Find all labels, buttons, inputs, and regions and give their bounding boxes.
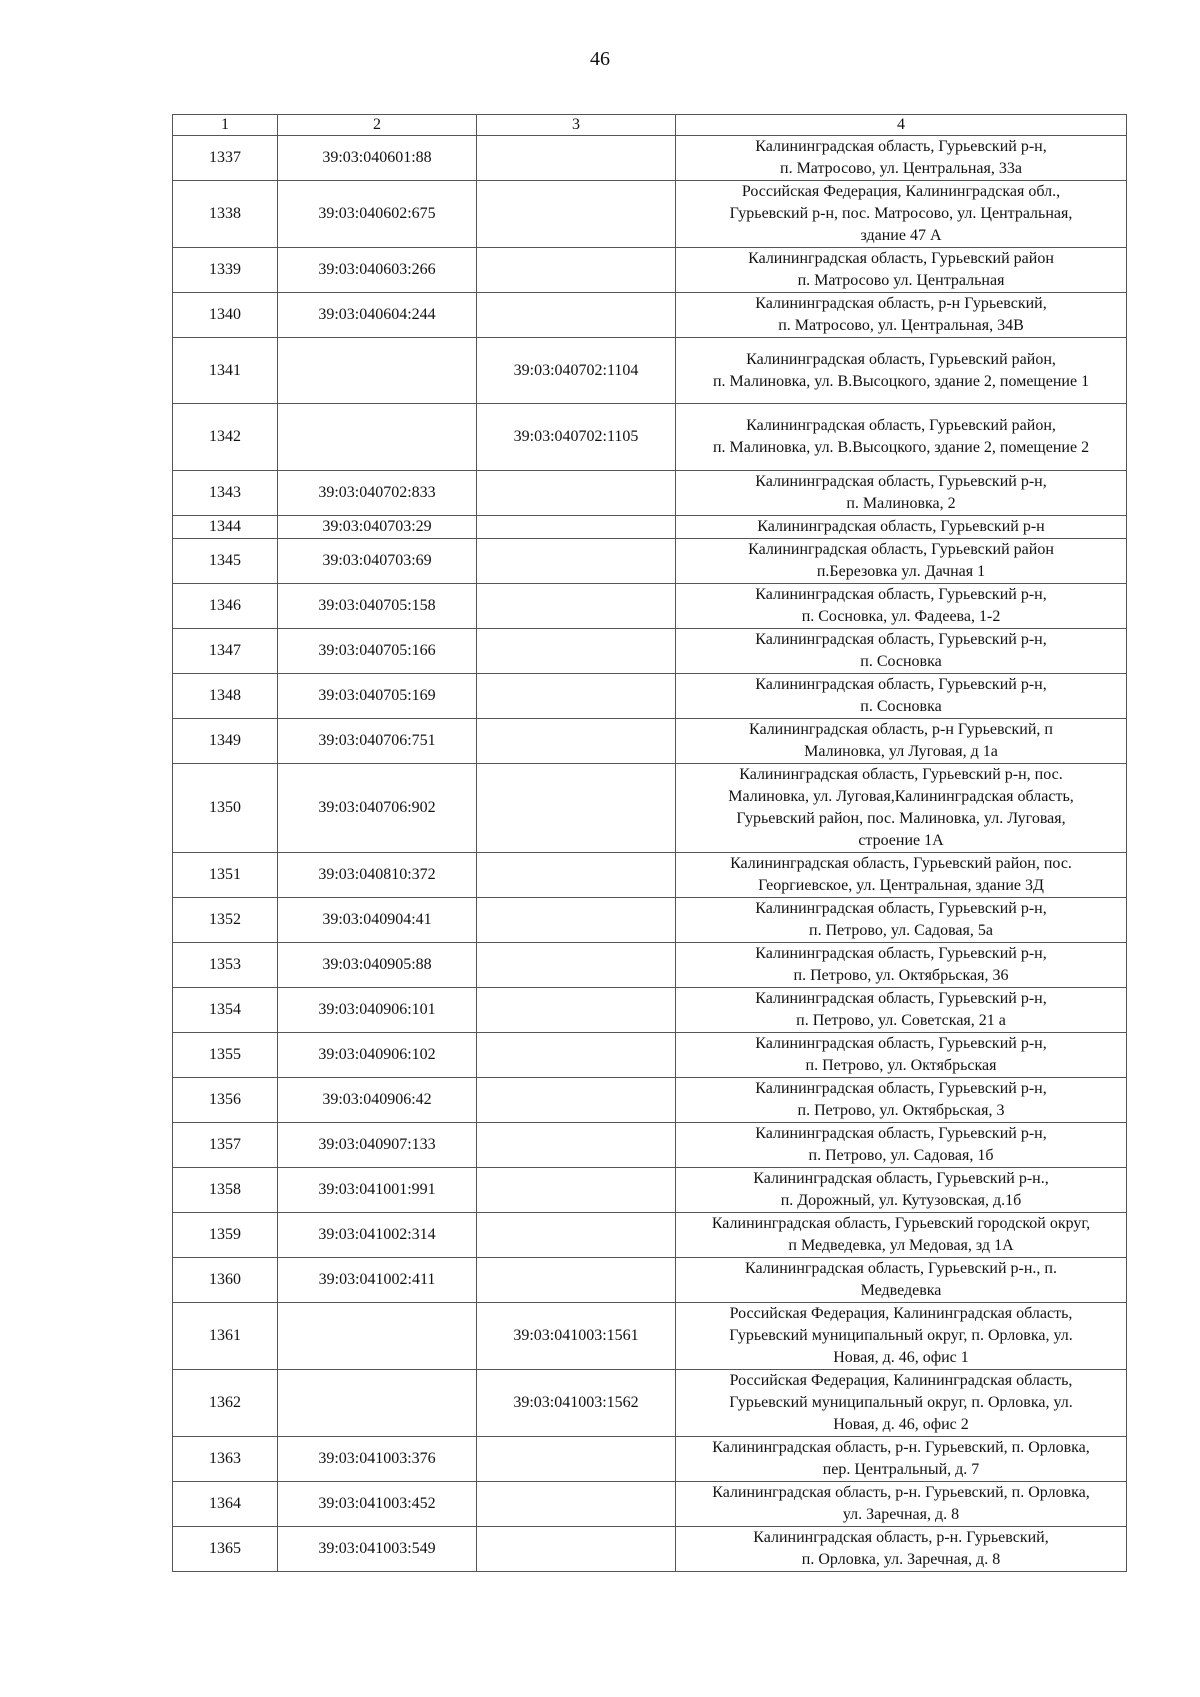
room-cadastral-number-cell (477, 764, 676, 853)
table-row (173, 629, 1127, 674)
address-cell: Калининградская область, Гурьевский район п. Матросово ул. Центральная (676, 248, 1127, 293)
cadastral-number-cell: 39:03:041003:452 (278, 1482, 477, 1527)
address-cell: Калининградская область, Гурьевский р-н, п. Малиновка, 2 (676, 471, 1127, 516)
cadastral-number-cell: 39:03:040706:902 (278, 764, 477, 853)
table-row (173, 898, 1127, 943)
address-cell: Калининградская область, Гурьевский р-н, пос. Малиновка, ул. Луговая,Калининградская область, Гурьевский район, пос. Малиновка, ул. Луговая, строение 1А (676, 764, 1127, 853)
room-cadastral-number-cell (477, 248, 676, 293)
address-cell: Калининградская область, Гурьевский р-н, п. Петрово, ул. Октябрьская, 36 (676, 943, 1127, 988)
row-number-cell: 1337 (173, 136, 278, 181)
cadastral-number-cell: 39:03:040602:675 (278, 181, 477, 248)
address-cell: Калининградская область, р-н. Гурьевский, п. Орловка, пер. Центральный, д. 7 (676, 1437, 1127, 1482)
cadastral-number-cell (278, 1370, 477, 1437)
row-number-cell: 1352 (173, 898, 278, 943)
row-number-cell: 1348 (173, 674, 278, 719)
page-number: 46 (590, 48, 610, 70)
table-row (173, 404, 1127, 471)
room-cadastral-number-cell (477, 943, 676, 988)
room-cadastral-number-cell (477, 136, 676, 181)
table-row (173, 719, 1127, 764)
address-cell: Калининградская область, Гурьевский р-н, п. Матросово, ул. Центральная, 33а (676, 136, 1127, 181)
table-row (173, 1482, 1127, 1527)
header-col-1: 1 (173, 115, 278, 136)
cadastral-number-cell: 39:03:041002:314 (278, 1213, 477, 1258)
row-number-cell: 1341 (173, 338, 278, 404)
address-cell: Калининградская область, Гурьевский р-н, п. Петрово, ул. Советская, 21 а (676, 988, 1127, 1033)
room-cadastral-number-cell (477, 1258, 676, 1303)
room-cadastral-number-cell (477, 853, 676, 898)
header-row (173, 115, 1127, 136)
row-number-cell: 1349 (173, 719, 278, 764)
room-cadastral-number-cell (477, 629, 676, 674)
row-number-cell: 1365 (173, 1527, 278, 1572)
room-cadastral-number-cell (477, 471, 676, 516)
room-cadastral-number-cell (477, 516, 676, 539)
table-row (173, 1033, 1127, 1078)
table-row (173, 584, 1127, 629)
table-row (173, 181, 1127, 248)
row-number-cell: 1363 (173, 1437, 278, 1482)
row-number-cell: 1350 (173, 764, 278, 853)
address-cell: Калининградская область, Гурьевский район, п. Малиновка, ул. В.Высоцкого, здание 2, помещение 2 (676, 404, 1127, 471)
row-number-cell: 1340 (173, 293, 278, 338)
room-cadastral-number-cell: 39:03:040702:1105 (477, 404, 676, 471)
table-row (173, 943, 1127, 988)
table-row (173, 539, 1127, 584)
table-row (173, 853, 1127, 898)
table-row (173, 1213, 1127, 1258)
cadastral-number-cell: 39:03:040703:29 (278, 516, 477, 539)
table-row (173, 471, 1127, 516)
room-cadastral-number-cell (477, 674, 676, 719)
cadastral-number-cell: 39:03:040604:244 (278, 293, 477, 338)
room-cadastral-number-cell (477, 1437, 676, 1482)
address-cell: Калининградская область, Гурьевский городской округ, п Медведевка, ул Медовая, зд 1А (676, 1213, 1127, 1258)
cadastral-number-cell: 39:03:040906:102 (278, 1033, 477, 1078)
room-cadastral-number-cell (477, 719, 676, 764)
address-cell: Российская Федерация, Калининградская обл., Гурьевский р-н, пос. Матросово, ул. Центральная, здание 47 А (676, 181, 1127, 248)
row-number-cell: 1354 (173, 988, 278, 1033)
room-cadastral-number-cell (477, 1168, 676, 1213)
address-cell: Калининградская область, Гурьевский район, пос. Георгиевское, ул. Центральная, здание 3Д (676, 853, 1127, 898)
room-cadastral-number-cell (477, 988, 676, 1033)
row-number-cell: 1357 (173, 1123, 278, 1168)
cadastral-number-cell: 39:03:041003:376 (278, 1437, 477, 1482)
row-number-cell: 1338 (173, 181, 278, 248)
row-number-cell: 1351 (173, 853, 278, 898)
address-cell: Калининградская область, р-н Гурьевский, п. Матросово, ул. Центральная, 34В (676, 293, 1127, 338)
row-number-cell: 1339 (173, 248, 278, 293)
address-cell: Калининградская область, Гурьевский район, п. Малиновка, ул. В.Высоцкого, здание 2, помещение 1 (676, 338, 1127, 404)
room-cadastral-number-cell (477, 1213, 676, 1258)
address-cell: Калининградская область, Гурьевский р-н, п. Петрово, ул. Октябрьская (676, 1033, 1127, 1078)
room-cadastral-number-cell (477, 1078, 676, 1123)
cadastral-number-cell: 39:03:040705:158 (278, 584, 477, 629)
row-number-cell: 1362 (173, 1370, 278, 1437)
row-number-cell: 1342 (173, 404, 278, 471)
cadastral-number-cell (278, 1303, 477, 1370)
room-cadastral-number-cell (477, 898, 676, 943)
row-number-cell: 1344 (173, 516, 278, 539)
cadastral-number-cell: 39:03:040904:41 (278, 898, 477, 943)
address-cell: Калининградская область, Гурьевский р-н, п. Петрово, ул. Садовая, 1б (676, 1123, 1127, 1168)
cadastral-number-cell: 39:03:040603:266 (278, 248, 477, 293)
address-cell: Калининградская область, Гурьевский район п.Березовка ул. Дачная 1 (676, 539, 1127, 584)
row-number-cell: 1359 (173, 1213, 278, 1258)
register-table (172, 114, 1127, 1572)
row-number-cell: 1364 (173, 1482, 278, 1527)
cadastral-number-cell: 39:03:041001:991 (278, 1168, 477, 1213)
cadastral-number-cell: 39:03:040705:169 (278, 674, 477, 719)
cadastral-number-cell (278, 338, 477, 404)
address-cell: Калининградская область, р-н. Гурьевский, п. Орловка, ул. Заречная, д. 8 (676, 1527, 1127, 1572)
room-cadastral-number-cell (477, 181, 676, 248)
row-number-cell: 1356 (173, 1078, 278, 1123)
row-number-cell: 1355 (173, 1033, 278, 1078)
table-row (173, 293, 1127, 338)
table-row (173, 248, 1127, 293)
table-row (173, 136, 1127, 181)
cadastral-number-cell: 39:03:040906:101 (278, 988, 477, 1033)
row-number-cell: 1358 (173, 1168, 278, 1213)
row-number-cell: 1345 (173, 539, 278, 584)
cadastral-number-cell: 39:03:041003:549 (278, 1527, 477, 1572)
table-row (173, 516, 1127, 539)
room-cadastral-number-cell (477, 1123, 676, 1168)
address-cell: Калининградская область, р-н Гурьевский, п Малиновка, ул Луговая, д 1а (676, 719, 1127, 764)
room-cadastral-number-cell (477, 1527, 676, 1572)
cadastral-number-cell: 39:03:040703:69 (278, 539, 477, 584)
address-cell: Калининградская область, Гурьевский р-н, п. Сосновка, ул. Фадеева, 1-2 (676, 584, 1127, 629)
room-cadastral-number-cell (477, 1033, 676, 1078)
address-cell: Калининградская область, Гурьевский р-н, п. Петрово, ул. Садовая, 5а (676, 898, 1127, 943)
table-row (173, 338, 1127, 404)
table-row (173, 1123, 1127, 1168)
row-number-cell: 1346 (173, 584, 278, 629)
header-col-4: 4 (676, 115, 1127, 136)
cadastral-number-cell: 39:03:040601:88 (278, 136, 477, 181)
cadastral-number-cell: 39:03:040702:833 (278, 471, 477, 516)
cadastral-number-cell: 39:03:040705:166 (278, 629, 477, 674)
table-row (173, 1303, 1127, 1370)
table-row (173, 1078, 1127, 1123)
cadastral-number-cell (278, 404, 477, 471)
address-cell: Калининградская область, Гурьевский р-н, п. Петрово, ул. Октябрьская, 3 (676, 1078, 1127, 1123)
address-cell: Калининградская область, р-н. Гурьевский, п. Орловка, ул. Заречная, д. 8 (676, 1482, 1127, 1527)
table-row (173, 988, 1127, 1033)
row-number-cell: 1353 (173, 943, 278, 988)
room-cadastral-number-cell (477, 293, 676, 338)
table-row (173, 764, 1127, 853)
room-cadastral-number-cell (477, 1482, 676, 1527)
cadastral-number-cell: 39:03:040810:372 (278, 853, 477, 898)
table-row (173, 1168, 1127, 1213)
row-number-cell: 1360 (173, 1258, 278, 1303)
table-row (173, 1527, 1127, 1572)
room-cadastral-number-cell (477, 584, 676, 629)
row-number-cell: 1343 (173, 471, 278, 516)
table-row (173, 1258, 1127, 1303)
room-cadastral-number-cell: 39:03:041003:1562 (477, 1370, 676, 1437)
address-cell: Российская Федерация, Калининградская область, Гурьевский муниципальный округ, п. Орловка, ул. Новая, д. 46, офис 1 (676, 1303, 1127, 1370)
cadastral-number-cell: 39:03:040905:88 (278, 943, 477, 988)
cadastral-number-cell: 39:03:041002:411 (278, 1258, 477, 1303)
address-cell: Калининградская область, Гурьевский р-н., п. Медведевка (676, 1258, 1127, 1303)
room-cadastral-number-cell: 39:03:040702:1104 (477, 338, 676, 404)
room-cadastral-number-cell: 39:03:041003:1561 (477, 1303, 676, 1370)
address-cell: Калининградская область, Гурьевский р-н, п. Сосновка (676, 629, 1127, 674)
header-col-2: 2 (278, 115, 477, 136)
cadastral-number-cell: 39:03:040706:751 (278, 719, 477, 764)
header-col-3: 3 (477, 115, 676, 136)
row-number-cell: 1347 (173, 629, 278, 674)
address-cell: Калининградская область, Гурьевский р-н, п. Сосновка (676, 674, 1127, 719)
cadastral-number-cell: 39:03:040906:42 (278, 1078, 477, 1123)
address-cell: Российская Федерация, Калининградская область, Гурьевский муниципальный округ, п. Орловка, ул. Новая, д. 46, офис 2 (676, 1370, 1127, 1437)
room-cadastral-number-cell (477, 539, 676, 584)
table-row (173, 674, 1127, 719)
address-cell: Калининградская область, Гурьевский р-н., п. Дорожный, ул. Кутузовская, д.1б (676, 1168, 1127, 1213)
cadastral-number-cell: 39:03:040907:133 (278, 1123, 477, 1168)
row-number-cell: 1361 (173, 1303, 278, 1370)
table-row (173, 1437, 1127, 1482)
address-cell: Калининградская область, Гурьевский р-н (676, 516, 1127, 539)
table-row (173, 1370, 1127, 1437)
